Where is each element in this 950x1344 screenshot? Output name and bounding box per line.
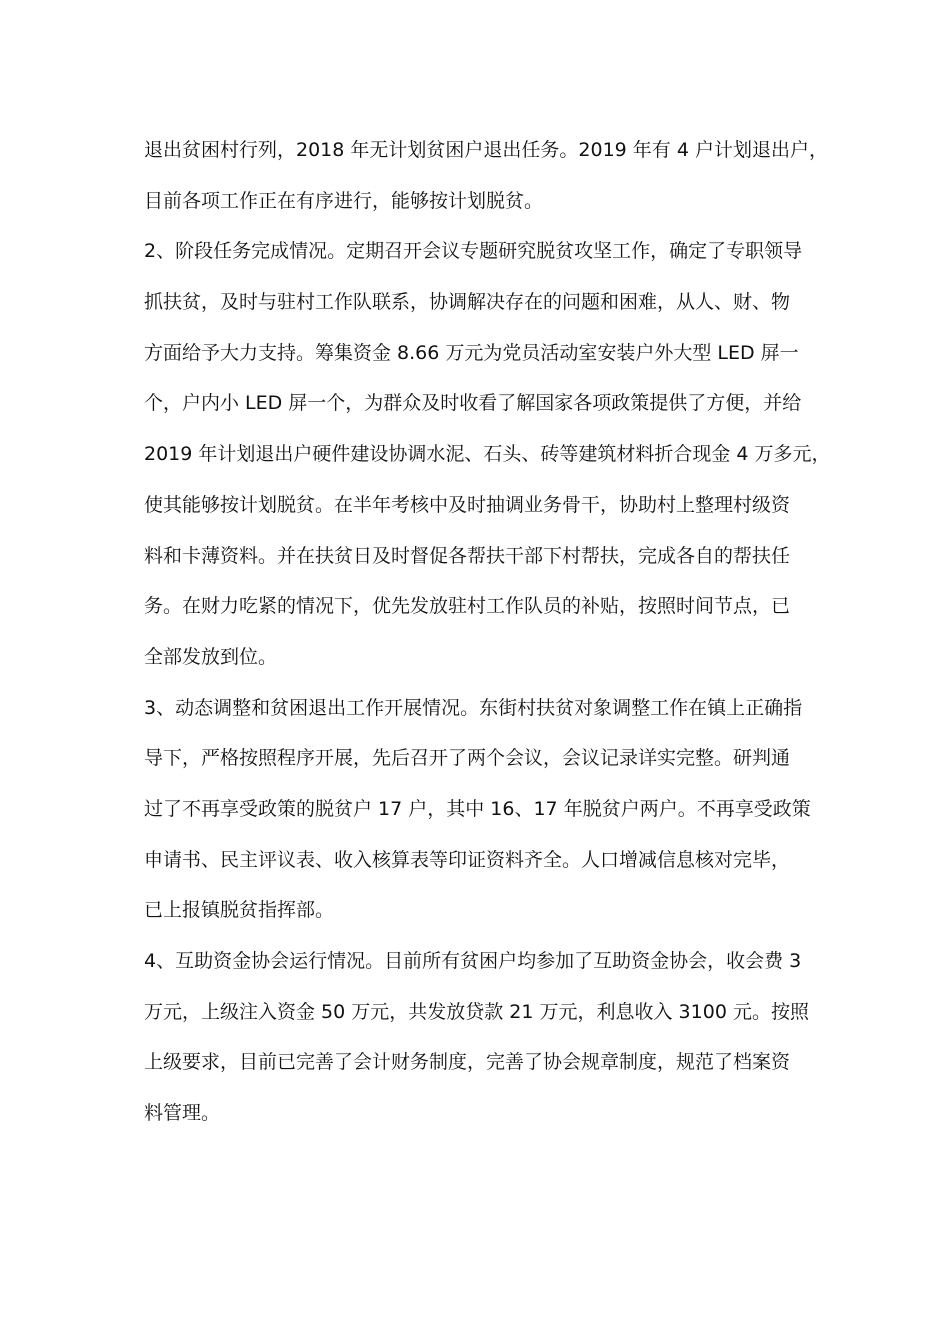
text-line: 4、互助资金协会运行情况。目前所有贫困户均参加了互助资金协会，收会费 3 [144, 950, 802, 972]
text-line: 全部发放到位。 [144, 645, 278, 668]
text-line: 使其能够按计划脱贫。在半年考核中及时抽调业务骨干，协助村上整理村级资 [144, 493, 791, 516]
text-line: 目前各项工作正在有序进行，能够按计划脱贫。 [144, 189, 544, 212]
text-line: 2019 年计划退出户硬件建设协调水泥、石头、砖等建筑材料折合现金 4 万多元， [144, 443, 831, 466]
document-body [144, 133, 831, 1147]
text-line: 退出贫困村行列，2018 年无计划贫困户退出任务。2019 年有 4 户计划退出户， [144, 139, 828, 161]
text-line: 导下，严格按照程序开展，先后召开了两个会议，会议记录详实完整。研判通 [144, 747, 791, 770]
text-line: 料和卡薄资料。并在扶贫日及时督促各帮扶干部下村帮扶，完成各自的帮扶任 [144, 544, 791, 567]
text-line: 已上报镇脱贫指挥部。 [144, 899, 335, 922]
text-line: 方面给予大力支持。筹集资金 8.66 万元为党员活动室安装户外大型 LED 屏一 [144, 341, 799, 364]
text-line: 料管理。 [144, 1102, 221, 1125]
text-line: 过了不再享受政策的脱贫户 17 户，其中 16、17 年脱贫户两户。不再享受政策 [144, 797, 811, 820]
text-line: 申请书、民主评议表、收入核算表等印证资料齐全。人口增减信息核对完毕， [144, 848, 791, 871]
text-line: 万元，上级注入资金 50 万元，共发放贷款 21 万元，利息收入 3100 元。按照 [144, 1000, 809, 1023]
text-line: 抓扶贫，及时与驻村工作队联系，协调解决存在的问题和困难，从人、财、物 [144, 291, 791, 314]
text-line: 务。在财力吃紧的情况下，优先发放驻村工作队员的补贴，按照时间节点，已 [144, 595, 791, 618]
text-line: 上级要求，目前已完善了会计财务制度，完善了协会规章制度，规范了档案资 [144, 1051, 791, 1074]
text-line: 3、动态调整和贫困退出工作开展情况。东街村扶贫对象调整工作在镇上正确指 [144, 696, 803, 719]
text-line: 个，户内小 LED 屏一个，为群众及时收看了解国家各项政策提供了方便，并给 [144, 392, 802, 415]
text-line: 2、阶段任务完成情况。定期召开会议专题研究脱贫攻坚工作，确定了专职领导 [144, 240, 803, 263]
